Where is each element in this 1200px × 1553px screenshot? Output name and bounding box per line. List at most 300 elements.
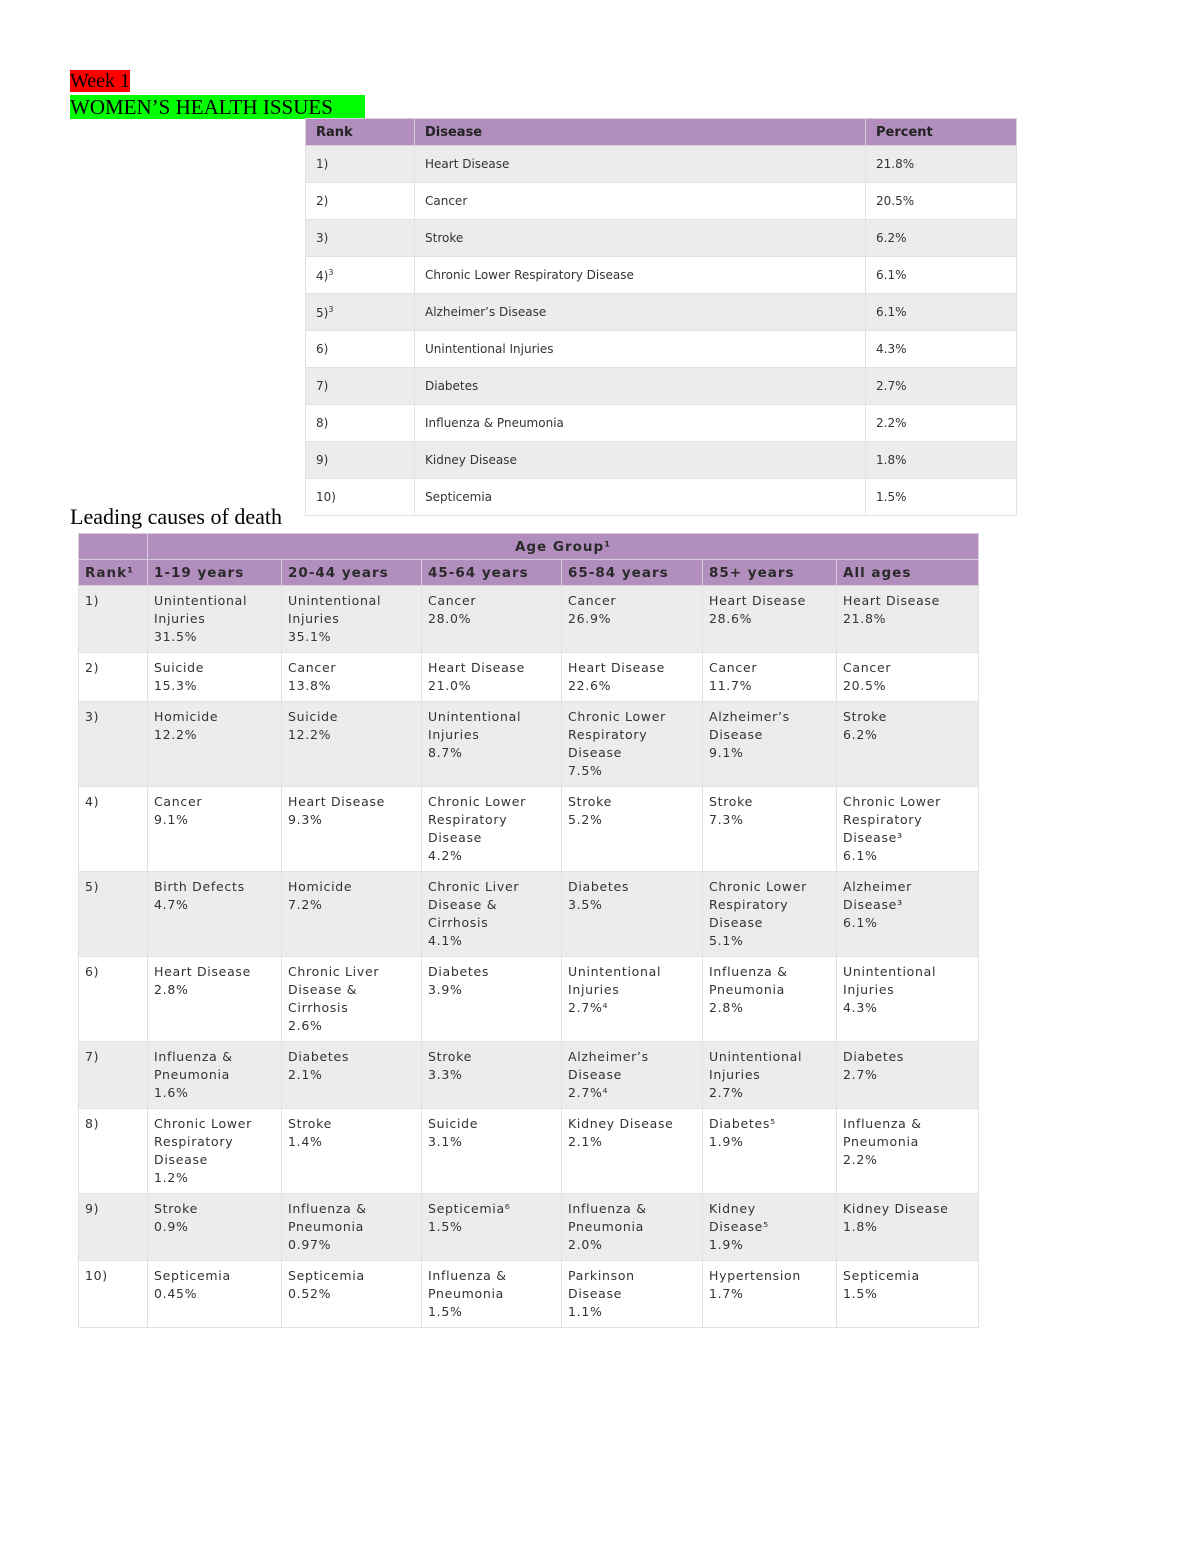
leading-causes-table [305, 118, 1017, 516]
cause-percent: 6.1% [843, 848, 878, 863]
rank-value: 5) [85, 879, 100, 894]
cause-name-line: Pneumonia [154, 1067, 231, 1082]
cause-cell [422, 1194, 562, 1261]
table-row [306, 331, 1017, 368]
cause-percent: 2.7% [843, 1067, 878, 1082]
cause-percent: 31.5% [154, 629, 198, 644]
column-header-row [79, 560, 979, 586]
disease-name: Diabetes [425, 379, 479, 393]
cause-percent: 4.7% [154, 897, 189, 912]
cause-name-line: Injuries [568, 982, 620, 997]
header-all-ages: All ages [837, 560, 979, 586]
age-group-header: Age Group¹ [148, 534, 979, 560]
disease-name: Unintentional Injuries [425, 342, 554, 356]
rank-value: 6) [85, 964, 100, 979]
cause-percent: 8.7% [428, 745, 463, 760]
rank-cell [306, 442, 415, 479]
table-row [306, 368, 1017, 405]
cause-name-line: Parkinson [568, 1268, 635, 1283]
cause-name-line: Heart Disease [154, 964, 252, 979]
header-85-plus-years: 85+ years [703, 560, 837, 586]
cause-percent: 0.52% [288, 1286, 332, 1301]
rank-value: 7) [316, 379, 329, 393]
cause-cell [562, 1194, 703, 1261]
cause-percent: 9.1% [154, 812, 189, 827]
disease-cell [415, 294, 866, 331]
cause-cell [148, 586, 282, 653]
cause-name-line: Chronic Lower [428, 794, 526, 809]
cause-cell [282, 1109, 422, 1194]
cause-percent: 2.7%⁴ [568, 1000, 609, 1015]
cause-name-line: Alzheimer’s [568, 1049, 649, 1064]
rank-value: 4) [316, 268, 329, 283]
cause-name-line: Diabetes [428, 964, 490, 979]
cause-cell [148, 872, 282, 957]
cause-name-line: Chronic Lower [568, 709, 666, 724]
cause-cell [562, 787, 703, 872]
cause-cell [703, 787, 837, 872]
cause-percent: 4.2% [428, 848, 463, 863]
table-row [306, 294, 1017, 331]
cause-cell [562, 653, 703, 702]
cause-cell [422, 1042, 562, 1109]
table-row [79, 586, 979, 653]
cause-name-line: Cancer [288, 660, 337, 675]
rank-cell [79, 586, 148, 653]
cause-cell [148, 1261, 282, 1328]
group-header-spacer [79, 534, 148, 560]
cause-cell [562, 957, 703, 1042]
percent-cell [866, 405, 1017, 442]
rank-cell [306, 257, 415, 294]
cause-cell [422, 872, 562, 957]
cause-percent: 26.9% [568, 611, 612, 626]
cause-percent: 1.2% [154, 1170, 189, 1185]
disease-name: Septicemia [425, 490, 493, 504]
cause-name-line: Septicemia⁶ [428, 1201, 511, 1216]
table-row [79, 653, 979, 702]
disease-cell [415, 442, 866, 479]
cause-cell [148, 787, 282, 872]
disease-cell [415, 331, 866, 368]
cause-percent: 5.1% [709, 933, 744, 948]
cause-name-line: Disease & [288, 982, 358, 997]
percent-value: 6.1% [876, 305, 907, 319]
cause-name-line: Respiratory [428, 812, 508, 827]
rank-value: 9) [85, 1201, 100, 1216]
table-row [306, 257, 1017, 294]
header-65-84-years: 65-84 years [562, 560, 703, 586]
cause-name-line: Disease [568, 1067, 623, 1082]
cause-percent: 1.6% [154, 1085, 189, 1100]
percent-cell [866, 331, 1017, 368]
cause-cell [703, 1042, 837, 1109]
table-row [79, 1109, 979, 1194]
cause-name-line: Kidney [709, 1201, 756, 1216]
cause-name-line: Pneumonia [843, 1134, 920, 1149]
cause-percent: 0.45% [154, 1286, 198, 1301]
cause-percent: 1.4% [288, 1134, 323, 1149]
disease-name: Cancer [425, 194, 468, 208]
cause-name-line: Influenza & [428, 1268, 507, 1283]
cause-percent: 13.8% [288, 678, 332, 693]
percent-cell [866, 146, 1017, 183]
cause-name-line: Pneumonia [428, 1286, 505, 1301]
rank-cell [306, 220, 415, 257]
cause-percent: 2.8% [709, 1000, 744, 1015]
cause-percent: 2.0% [568, 1237, 603, 1252]
rank-cell [306, 331, 415, 368]
table-row [79, 1194, 979, 1261]
cause-percent: 1.7% [709, 1286, 744, 1301]
cause-name-line: Chronic Liver [428, 879, 520, 894]
cause-percent: 0.97% [288, 1237, 332, 1252]
cause-name-line: Disease³ [843, 830, 903, 845]
cause-percent: 2.7%⁴ [568, 1085, 609, 1100]
disease-cell [415, 257, 866, 294]
rank-cell [79, 1042, 148, 1109]
cause-cell [562, 872, 703, 957]
rank-cell [306, 294, 415, 331]
rank-cell [79, 957, 148, 1042]
rank-footnote: 3 [328, 304, 334, 314]
cause-name-line: Cancer [568, 593, 617, 608]
table-row [79, 957, 979, 1042]
cause-cell [703, 1194, 837, 1261]
cause-name-line: Septicemia [843, 1268, 920, 1283]
cause-name-line: Disease³ [843, 897, 903, 912]
percent-value: 6.1% [876, 268, 907, 282]
cause-percent: 1.8% [843, 1219, 878, 1234]
cause-percent: 0.9% [154, 1219, 189, 1234]
cause-name-line: Unintentional [154, 593, 248, 608]
rank-value: 3) [85, 709, 100, 724]
rank-value: 3) [316, 231, 329, 245]
cause-cell [703, 1109, 837, 1194]
cause-name-line: Disease [154, 1152, 209, 1167]
rank-cell [306, 183, 415, 220]
group-header-row [79, 534, 979, 560]
cause-cell [422, 586, 562, 653]
rank-cell [306, 368, 415, 405]
cause-name-line: Chronic Liver [288, 964, 380, 979]
rank-value: 1) [85, 593, 100, 608]
cause-cell [562, 1261, 703, 1328]
cause-cell [148, 702, 282, 787]
percent-value: 1.8% [876, 453, 907, 467]
cause-name-line: Pneumonia [709, 982, 786, 997]
cause-name-line: Injuries [709, 1067, 761, 1082]
cause-name-line: Disease [428, 830, 483, 845]
table-row [306, 146, 1017, 183]
cause-name-line: Septicemia [154, 1268, 231, 1283]
table-row [79, 872, 979, 957]
cause-name-line: Cirrhosis [288, 1000, 349, 1015]
rank-cell [79, 702, 148, 787]
cause-name-line: Disease & [428, 897, 498, 912]
cause-name-line: Disease⁵ [709, 1219, 769, 1234]
cause-name-line: Cancer [843, 660, 892, 675]
cause-percent: 2.1% [288, 1067, 323, 1082]
cause-name-line: Diabetes⁵ [709, 1116, 776, 1131]
rank-cell [79, 787, 148, 872]
percent-value: 2.2% [876, 416, 907, 430]
percent-value: 20.5% [876, 194, 915, 208]
cause-cell [282, 872, 422, 957]
cause-name-line: Unintentional [843, 964, 937, 979]
cause-percent: 12.2% [288, 727, 332, 742]
cause-name-line: Disease [709, 915, 764, 930]
cause-name-line: Unintentional [709, 1049, 803, 1064]
cause-name-line: Pneumonia [568, 1219, 645, 1234]
cause-cell [703, 702, 837, 787]
cause-cell [837, 586, 979, 653]
cause-name-line: Respiratory [154, 1134, 234, 1149]
cause-percent: 1.5% [428, 1219, 463, 1234]
percent-value: 2.7% [876, 379, 907, 393]
rank-value: 8) [316, 416, 329, 430]
cause-percent: 21.0% [428, 678, 472, 693]
rank-value: 7) [85, 1049, 100, 1064]
cause-cell [282, 1261, 422, 1328]
percent-cell [866, 220, 1017, 257]
cause-name-line: Suicide [428, 1116, 479, 1131]
cause-cell [282, 702, 422, 787]
cause-name-line: Disease [709, 727, 764, 742]
cause-name-line: Respiratory [709, 897, 789, 912]
cause-percent: 3.1% [428, 1134, 463, 1149]
cause-name-line: Suicide [154, 660, 205, 675]
rank-value: 9) [316, 453, 329, 467]
cause-name-line: Cirrhosis [428, 915, 489, 930]
percent-value: 1.5% [876, 490, 907, 504]
percent-cell [866, 368, 1017, 405]
rank-value: 6) [316, 342, 329, 356]
cause-name-line: Disease [568, 1286, 623, 1301]
cause-name-line: Stroke [288, 1116, 333, 1131]
cause-cell [282, 787, 422, 872]
cause-percent: 12.2% [154, 727, 198, 742]
disease-name: Stroke [425, 231, 464, 245]
table-row [306, 442, 1017, 479]
rank-value: 2) [85, 660, 100, 675]
disease-name: Chronic Lower Respiratory Disease [425, 268, 634, 282]
table-row [79, 1261, 979, 1328]
rank-value: 10) [316, 490, 336, 504]
header-20-44-years: 20-44 years [282, 560, 422, 586]
cause-name-line: Stroke [709, 794, 754, 809]
cause-name-line: Influenza & [709, 964, 788, 979]
cause-percent: 1.5% [428, 1304, 463, 1319]
cause-cell [562, 1109, 703, 1194]
percent-value: 21.8% [876, 157, 915, 171]
cause-cell [837, 872, 979, 957]
percent-cell [866, 479, 1017, 516]
cause-percent: 2.8% [154, 982, 189, 997]
cause-cell [282, 1042, 422, 1109]
table-row [306, 479, 1017, 516]
cause-cell [703, 653, 837, 702]
cause-name-line: Heart Disease [843, 593, 941, 608]
cause-name-line: Septicemia [288, 1268, 365, 1283]
cause-percent: 22.6% [568, 678, 612, 693]
cause-percent: 2.7% [709, 1085, 744, 1100]
rank-cell [306, 405, 415, 442]
cause-cell [282, 1194, 422, 1261]
cause-cell [148, 653, 282, 702]
cause-name-line: Birth Defects [154, 879, 245, 894]
cause-percent: 28.0% [428, 611, 472, 626]
cause-name-line: Cancer [154, 794, 203, 809]
disease-name: Influenza & Pneumonia [425, 416, 564, 430]
cause-cell [422, 957, 562, 1042]
cause-percent: 3.9% [428, 982, 463, 997]
cause-name-line: Respiratory [568, 727, 648, 742]
cause-cell [837, 653, 979, 702]
percent-value: 6.2% [876, 231, 907, 245]
disease-cell [415, 405, 866, 442]
cause-percent: 1.5% [843, 1286, 878, 1301]
cause-name-line: Cancer [428, 593, 477, 608]
table-row [306, 405, 1017, 442]
disease-cell [415, 183, 866, 220]
rank-value: 8) [85, 1116, 100, 1131]
cause-name-line: Stroke [568, 794, 613, 809]
cause-cell [148, 957, 282, 1042]
cause-percent: 15.3% [154, 678, 198, 693]
cause-name-line: Chronic Lower [154, 1116, 252, 1131]
cause-name-line: Alzheimer’s [709, 709, 790, 724]
cause-percent: 2.1% [568, 1134, 603, 1149]
cause-percent: 2.2% [843, 1152, 878, 1167]
header-rank: Rank¹ [79, 560, 148, 586]
cause-name-line: Diabetes [843, 1049, 905, 1064]
cause-cell [837, 1109, 979, 1194]
cause-cell [837, 1042, 979, 1109]
page-title: WOMEN’S HEALTH ISSUES [70, 95, 365, 119]
cause-name-line: Respiratory [843, 812, 923, 827]
table-row [306, 183, 1017, 220]
cause-percent: 1.9% [709, 1237, 744, 1252]
cause-name-line: Heart Disease [288, 794, 386, 809]
cause-cell [703, 586, 837, 653]
cause-name-line: Unintentional [288, 593, 382, 608]
week-label: Week 1 [70, 70, 130, 92]
rank-value: 10) [85, 1268, 108, 1283]
cause-name-line: Stroke [154, 1201, 199, 1216]
cause-cell [422, 1109, 562, 1194]
cause-percent: 1.1% [568, 1304, 603, 1319]
table-caption: Leading causes of death [70, 504, 282, 529]
header-rank: Rank [306, 119, 415, 146]
disease-cell [415, 220, 866, 257]
rank-value: 5) [316, 305, 329, 320]
disease-name: Heart Disease [425, 157, 510, 171]
cause-name-line: Disease [568, 745, 623, 760]
cause-cell [148, 1109, 282, 1194]
cause-name-line: Chronic Lower [709, 879, 807, 894]
cause-cell [562, 702, 703, 787]
cause-cell [148, 1194, 282, 1261]
cause-cell [837, 1194, 979, 1261]
cause-name-line: Stroke [843, 709, 888, 724]
rank-value: 2) [316, 194, 329, 208]
cause-name-line: Kidney Disease [843, 1201, 949, 1216]
disease-cell [415, 479, 866, 516]
cause-name-line: Kidney Disease [568, 1116, 674, 1131]
disease-cell [415, 368, 866, 405]
rank-cell [79, 872, 148, 957]
rank-value: 1) [316, 157, 329, 171]
cause-name-line: Injuries [154, 611, 206, 626]
rank-cell [79, 1261, 148, 1328]
cause-cell [703, 1261, 837, 1328]
rank-cell [79, 1194, 148, 1261]
cause-name-line: Diabetes [568, 879, 630, 894]
causes-by-age-table [78, 533, 979, 1328]
header-disease: Disease [415, 119, 866, 146]
cause-percent: 4.1% [428, 933, 463, 948]
cause-name-line: Pneumonia [288, 1219, 365, 1234]
percent-cell [866, 294, 1017, 331]
cause-percent: 1.9% [709, 1134, 744, 1149]
cause-cell [282, 957, 422, 1042]
cause-name-line: Injuries [288, 611, 340, 626]
cause-percent: 7.2% [288, 897, 323, 912]
percent-cell [866, 442, 1017, 479]
cause-name-line: Unintentional [428, 709, 522, 724]
cause-percent: 6.2% [843, 727, 878, 742]
disease-name: Alzheimer’s Disease [425, 305, 547, 319]
cause-name-line: Hypertension [709, 1268, 802, 1283]
header-1-19-years: 1-19 years [148, 560, 282, 586]
cause-name-line: Injuries [428, 727, 480, 742]
cause-cell [703, 957, 837, 1042]
cause-name-line: Stroke [428, 1049, 473, 1064]
cause-name-line: Heart Disease [709, 593, 807, 608]
cause-name-line: Influenza & [843, 1116, 922, 1131]
cause-percent: 3.3% [428, 1067, 463, 1082]
cause-percent: 20.5% [843, 678, 887, 693]
cause-cell [703, 872, 837, 957]
cause-name-line: Chronic Lower [843, 794, 941, 809]
cause-name-line: Suicide [288, 709, 339, 724]
cause-percent: 11.7% [709, 678, 753, 693]
cause-name-line: Homicide [154, 709, 219, 724]
cause-percent: 3.5% [568, 897, 603, 912]
disease-name: Kidney Disease [425, 453, 517, 467]
cause-name-line: Heart Disease [568, 660, 666, 675]
table-header-row [306, 119, 1017, 146]
cause-cell [837, 1261, 979, 1328]
rank-cell [79, 653, 148, 702]
table-row [79, 1042, 979, 1109]
rank-cell [79, 1109, 148, 1194]
cause-name-line: Cancer [709, 660, 758, 675]
cause-percent: 28.6% [709, 611, 753, 626]
cause-name-line: Diabetes [288, 1049, 350, 1064]
cause-percent: 35.1% [288, 629, 332, 644]
header-percent: Percent [866, 119, 1017, 146]
cause-percent: 9.1% [709, 745, 744, 760]
cause-cell [148, 1042, 282, 1109]
cause-cell [562, 1042, 703, 1109]
cause-name-line: Homicide [288, 879, 353, 894]
cause-cell [422, 1261, 562, 1328]
cause-percent: 7.3% [709, 812, 744, 827]
cause-percent: 7.5% [568, 763, 603, 778]
percent-cell [866, 257, 1017, 294]
